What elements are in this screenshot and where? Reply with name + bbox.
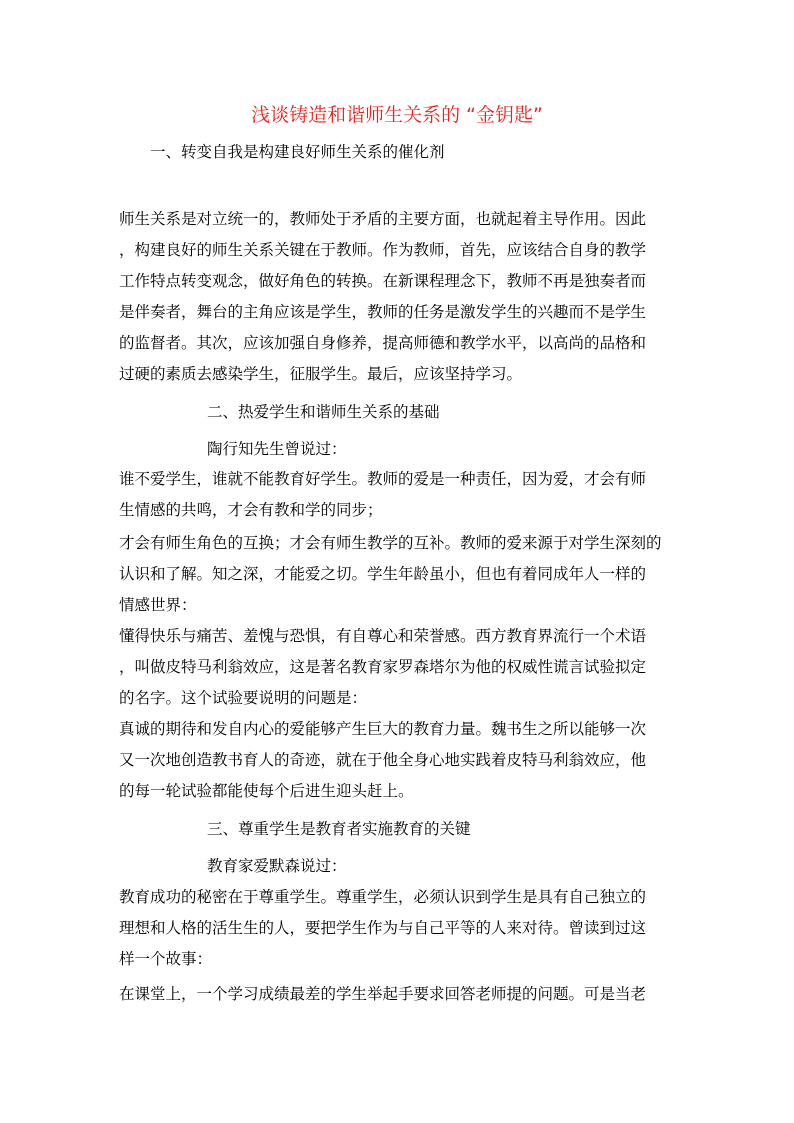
paragraph-line: 师生关系是对立统一的，教师处于矛盾的主要方面，也就起着主导作用。因此 — [119, 210, 647, 228]
paragraph-line: 谁不爱学生，谁就不能教育好学生。教师的爱是一种责任，因为爱，才会有师 — [119, 470, 647, 488]
quote-intro: 教育家爱默森说过： — [207, 857, 347, 875]
paragraph-line: 真诚的期待和发自内心的爱能够产生巨大的教育力量。魏书生之所以能够一次 — [119, 720, 647, 738]
paragraph-line: 认识和了解。知之深，才能爱之切。学生年龄虽小，但也有着同成年人一样的 — [119, 565, 647, 583]
paragraph-line: 在课堂上，一个学习成绩最差的学生举起手要求回答老师提的问题。可是当老 — [119, 985, 647, 1003]
paragraph-line: 的监督者。其次，应该加强自身修养，提高师德和教学水平，以高尚的品格和 — [119, 334, 647, 352]
document-title: 浅谈铸造和谐师生关系的 “金钥匙” — [251, 104, 543, 126]
paragraph-line: 的每一轮试验都能使每个后进生迎头赶上。 — [119, 782, 414, 800]
paragraph-line: ，构建良好的师生关系关键在于教师。作为教师，首先，应该结合自身的教学 — [119, 241, 647, 259]
paragraph-line: ，叫做皮特马利翁效应，这是著名教育家罗森塔尔为他的权威性谎言试验拟定 — [119, 658, 647, 676]
section-heading-2: 二、热爱学生和谐师生关系的基础 — [207, 403, 440, 421]
section-heading-1: 一、转变自我是构建良好师生关系的催化剂 — [150, 143, 445, 161]
paragraph-line: 又一次地创造教书育人的奇迹，就在于他全身心地实践着皮特马利翁效应，他 — [119, 751, 647, 769]
quote-intro: 陶行知先生曾说过： — [207, 440, 347, 458]
paragraph-line: 工作特点转变观念，做好角色的转换。在新课程理念下，教师不再是独奏者而 — [119, 272, 647, 290]
section-heading-3: 三、尊重学生是教育者实施教育的关键 — [207, 820, 471, 838]
paragraph-line: 理想和人格的活生生的人，要把学生作为与自己平等的人来对待。曾读到过这 — [119, 919, 647, 937]
paragraph-line: 情感世界： — [119, 596, 197, 614]
paragraph-line: 是伴奏者，舞台的主角应该是学生，教师的任务是激发学生的兴趣而不是学生 — [119, 303, 647, 321]
paragraph-line: 过硬的素质去感染学生，征服学生。最后，应该坚持学习。 — [119, 365, 523, 383]
paragraph-line: 才会有师生角色的互换；才会有师生教学的互补。教师的爱来源于对学生深刻的 — [119, 534, 662, 552]
paragraph-line: 懂得快乐与痛苦、羞愧与恐惧，有自尊心和荣誉感。西方教育界流行一个术语 — [119, 627, 647, 645]
paragraph-line: 样一个故事： — [119, 950, 213, 968]
paragraph-line: 生情感的共鸣，才会有教和学的同步； — [119, 501, 383, 519]
paragraph-line: 教育成功的秘密在于尊重学生。尊重学生，必须认识到学生是具有自己独立的 — [119, 888, 647, 906]
paragraph-line: 的名字。这个试验要说明的问题是： — [119, 689, 368, 707]
